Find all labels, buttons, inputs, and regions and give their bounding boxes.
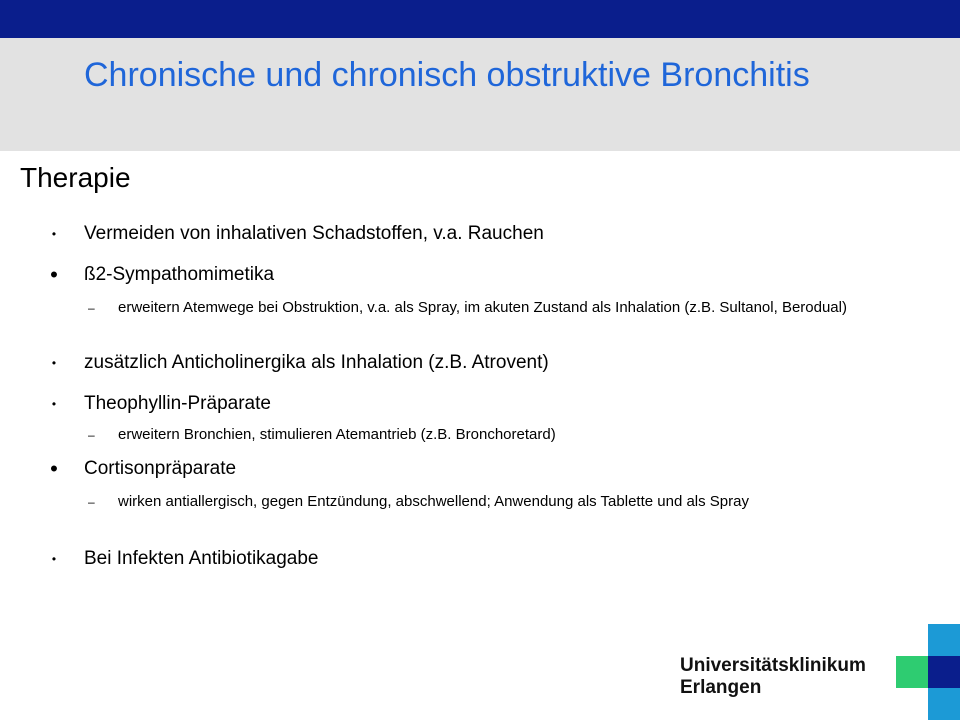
logo-line-2: Erlangen bbox=[680, 677, 762, 698]
sub-bullet-marker: – bbox=[88, 301, 95, 315]
section-heading: Therapie bbox=[20, 162, 131, 193]
sub-bullet-text: wirken antiallergisch, gegen Entzündung, abschwellend; Anwendung als Tablette und als Spray bbox=[118, 493, 749, 510]
bullet-marker: • bbox=[51, 552, 57, 566]
sub-bullet-marker: – bbox=[88, 428, 95, 442]
bullet-text: Vermeiden von inhalativen Schadstoffen, v.a. Rauchen bbox=[84, 223, 544, 244]
bullet-marker: • bbox=[51, 227, 57, 241]
logo-navy-square bbox=[928, 656, 960, 688]
bullet-text: Bei Infekten Antibiotikagabe bbox=[84, 548, 319, 569]
sub-bullet-marker: – bbox=[88, 495, 95, 509]
bullet-text: Cortisonpräparate bbox=[84, 458, 237, 479]
top-bar bbox=[0, 0, 960, 38]
bullet-text: ß2-Sympathomimetika bbox=[84, 264, 275, 285]
bullet-marker: • bbox=[50, 456, 58, 481]
bullet-marker: • bbox=[50, 262, 58, 287]
logo-cyan-square bbox=[928, 624, 960, 656]
logo-line-1: Universitätsklinikum bbox=[680, 655, 866, 676]
bullet-text: zusätzlich Anticholinergika als Inhalation (z.B. Atrovent) bbox=[84, 352, 549, 373]
logo-green-square bbox=[896, 656, 928, 688]
slide-title: Chronische und chronisch obstruktive Bronchitis bbox=[84, 56, 810, 94]
institution-logo bbox=[680, 655, 866, 699]
sub-bullet-text: erweitern Bronchien, stimulieren Atemantrieb (z.B. Bronchoretard) bbox=[118, 426, 556, 443]
bullet-marker: • bbox=[51, 356, 57, 370]
sub-bullet-text: erweitern Atemwege bei Obstruktion, v.a. als Spray, im akuten Zustand als Inhalation (z.B. Sultanol, Berodual) bbox=[118, 299, 847, 316]
bullet-marker: • bbox=[51, 397, 57, 411]
bullet-text: Theophyllin-Präparate bbox=[84, 393, 271, 414]
logo-cyan-lower-square bbox=[928, 688, 960, 720]
